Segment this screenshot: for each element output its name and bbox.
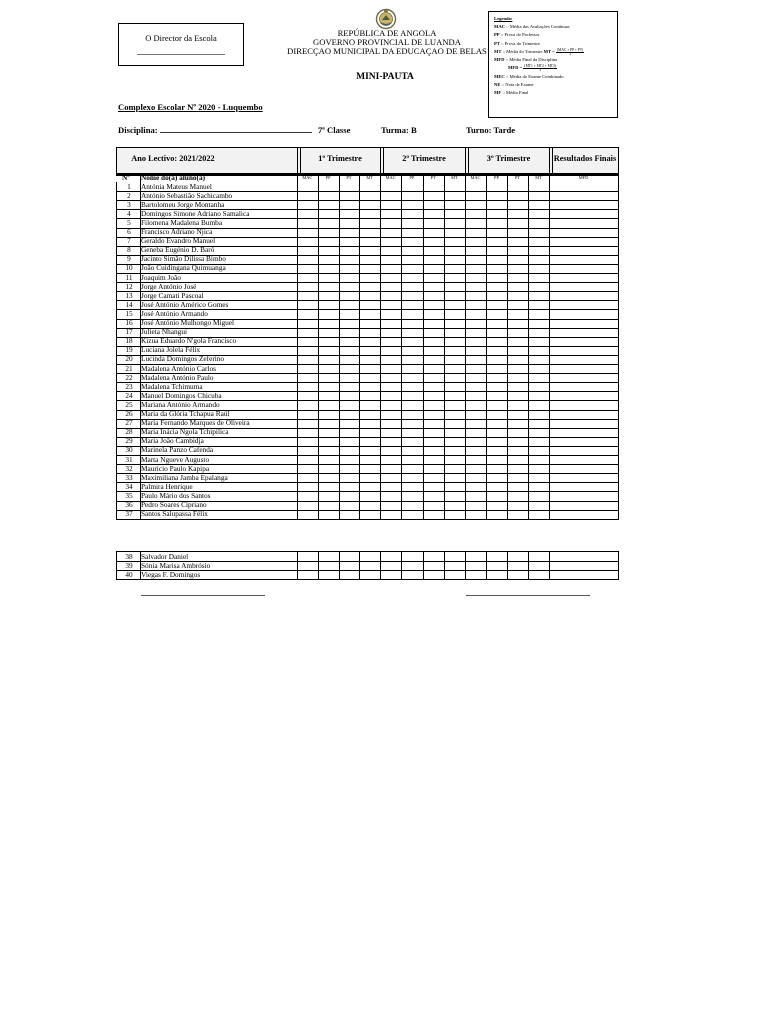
cell-divider (444, 173, 445, 519)
extra-row-num: 38 (125, 551, 133, 561)
student-row-name: Mauricio Paulo Kapipa (141, 463, 210, 473)
results-left-border (549, 147, 550, 519)
extra-row-num: 40 (125, 569, 133, 579)
student-row-name: Manuel Domingos Chicuba (141, 390, 222, 400)
student-row-num: 36 (125, 500, 133, 509)
extra-cell-divider (423, 551, 424, 579)
student-row-name: Julieta Nhangui (141, 327, 188, 337)
student-row-num: 32 (125, 463, 133, 473)
extra-row-num: 39 (125, 560, 133, 570)
list-bottom-border (116, 519, 619, 520)
extra-row-name: Salvador Daniel (141, 551, 189, 561)
trimester-left-border (380, 147, 381, 519)
legend-pp: PP :: Prova do Professor (494, 32, 540, 38)
header-line-1: REPÚBLICA DE ANGOLA (337, 28, 437, 38)
student-row-name: José António Armando (141, 308, 208, 318)
cell-divider (528, 173, 529, 519)
student-row-num: 21 (125, 363, 133, 373)
sub-col-mt-1: MT (366, 175, 373, 180)
student-row-name: João Cuidingana Quimuanga (141, 263, 226, 273)
extra-trimester-border (297, 551, 298, 579)
student-row-name: Antónia Mateus Manuel (141, 181, 212, 191)
extra-row-name: Viegas F. Domingos (141, 569, 201, 579)
sub-col-mac-3: MAC (470, 175, 481, 180)
extra-results-border (549, 551, 550, 579)
extra-cell-divider (507, 551, 508, 579)
student-row-num: 26 (125, 409, 133, 418)
student-row-name: Pedro Soares Cipriano (141, 500, 207, 509)
cell-divider (486, 173, 487, 519)
student-row-num: 17 (125, 327, 133, 337)
student-row-num: 8 (127, 245, 131, 255)
page-title: MINI-PAUTA (356, 72, 414, 82)
class-label: 7ª Classe (318, 125, 351, 135)
extra-trimester-border (465, 551, 466, 579)
sub-col-pp-1: PP (325, 175, 331, 180)
student-row-num: 9 (127, 254, 131, 264)
legend-ne: NE :: Nota de Exame (494, 81, 534, 87)
student-row-name: Jorge Camati Pascoal (141, 290, 204, 300)
student-row-num: 37 (125, 509, 133, 519)
legend-title: Legenda: (494, 16, 513, 21)
mt-formula: $\frac{\text{(MAC + PP + PT)}}{3}$ (556, 47, 584, 56)
student-row-num: 20 (125, 354, 133, 364)
extra-trimester-border (380, 551, 381, 579)
student-row-name: Palmira Henrique (141, 481, 193, 491)
student-row-name: Luciana Jolela Félix (141, 345, 201, 355)
student-row-num: 31 (125, 454, 133, 464)
extra-row-name: Sónia Marisa Ambrósio (141, 560, 211, 570)
student-row-num: 11 (125, 272, 133, 282)
cell-divider (359, 173, 360, 519)
trimester-3-title: 3º Trimestre (486, 154, 531, 163)
student-row-name: Geraldo Evandro Manuel (141, 236, 216, 246)
student-row-name: Jacinto Simão Dilissa Bimbo (141, 254, 226, 264)
sub-col-mt-3: MT (535, 175, 542, 180)
sub-col-mac-1: MAC (302, 175, 313, 180)
student-row-name: Mariana António Armando (141, 399, 220, 409)
student-row-num: 25 (125, 399, 133, 409)
student-row-num: 7 (127, 236, 131, 246)
turno-label: Turno: Tarde (466, 125, 516, 135)
list-left-border (116, 182, 117, 519)
sub-col-mt-2: MT (451, 175, 458, 180)
student-row-num: 14 (125, 299, 133, 309)
student-row-num: 19 (125, 345, 133, 355)
table-top-border (116, 147, 618, 148)
student-row-name: José António Américo Gomes (141, 299, 229, 309)
legend-mf: MF :: Média Final (494, 89, 529, 95)
student-row-num: 24 (125, 390, 133, 400)
final-col-mfd: MFD (578, 175, 589, 180)
student-row-name: Jorge António José (141, 281, 197, 291)
student-row-name: António Sebastião Sachicambo (141, 190, 233, 200)
student-row-name: Marta Ngueve Augusto (141, 454, 210, 464)
student-row-num: 15 (125, 308, 133, 318)
discipline-label: Disciplina: (118, 125, 158, 135)
student-row-num: 10 (125, 263, 133, 273)
student-row-name: Maria João Cambidja (141, 436, 204, 446)
sub-col-pp-3: PP (494, 175, 499, 180)
student-row-name: Maria Inácia Ngola Tchipilica (141, 427, 229, 437)
col-num-header: Nº (122, 173, 130, 182)
student-row-name: Lucinda Domingos Zeferino (141, 354, 225, 364)
trimester-2-title: 2º Trimestre (402, 154, 446, 163)
student-row-num: 1 (127, 181, 131, 191)
extra-left-border (116, 551, 117, 579)
trimester-1-title: 1º Trimestre (318, 154, 362, 163)
header-line-2: GOVERNO PROVINCIAL DE LUANDA (313, 37, 461, 47)
extra-row-rule (116, 579, 619, 580)
cell-divider (318, 173, 319, 519)
col-name-header: Nome do(a) aluno(a) (141, 173, 206, 182)
table-left-border (116, 147, 117, 173)
student-row-num: 6 (127, 227, 131, 236)
student-row-rule (116, 273, 619, 274)
sub-col-pt-2: PT (430, 175, 436, 180)
sub-col-pt-3: PT (514, 175, 521, 180)
cell-divider (507, 173, 508, 519)
student-row-name: Maria da Glória Tchapua Raúl (141, 409, 230, 418)
legend-mt: MT :: Média do Trimestre MT = $\frac{\text{(MAC + PP + PT)}}{3}$ (494, 47, 584, 56)
legend-mec: MEC :: Média do Exame Combinado (494, 73, 564, 79)
extra-cell-divider (528, 551, 529, 579)
results-title: Resultados Finais (553, 154, 617, 163)
student-row-name: Maria Fernando Marques de Oliveira (141, 418, 250, 428)
extra-cell-divider (401, 551, 402, 579)
sub-col-pt-1: PT (346, 175, 352, 180)
extra-cell-divider (359, 551, 360, 579)
student-row-name: Marinela Panzo Cafenda (141, 445, 214, 455)
student-row-num: 2 (127, 190, 131, 200)
student-row-num: 18 (125, 336, 133, 346)
extra-cell-divider (444, 551, 445, 579)
student-row-num: 30 (125, 445, 133, 455)
extra-cell-divider (339, 551, 340, 579)
school-name: Complexo Escolar Nº 2020 - Luquembo (118, 102, 263, 112)
student-row-num: 5 (127, 217, 131, 227)
student-row-num: 3 (127, 199, 131, 209)
cell-divider (339, 173, 340, 519)
extra-num-divider (140, 551, 141, 579)
student-row-name: Filomena Madalena Bumba (141, 217, 223, 227)
student-row-name: Geneba Eugénio D. Baró (141, 245, 215, 255)
academic-year-label: Ano Lectivo: 2021/2022 (131, 154, 215, 163)
trimester-left-border (465, 147, 466, 519)
student-row-rule (116, 328, 619, 329)
student-row-num: 16 (125, 318, 133, 327)
sub-col-pp-2: PP (409, 175, 415, 180)
legend-pt: PT :: Prova do Trimestre (494, 40, 540, 46)
sub-col-mac-2: MAC (385, 175, 396, 180)
table-right-border (618, 147, 619, 173)
legend-mfd-formula: MFD = $\frac{(MT1 + MT2 + MT3)}{3}$ (508, 64, 556, 73)
extra-top-border (116, 551, 619, 552)
header-line-3: DIRECÇAO MUNICIPAL DA EDUCAÇAO DE BELAS (287, 46, 487, 56)
student-row-num: 27 (125, 418, 133, 428)
student-row-num: 28 (125, 427, 133, 437)
cell-divider (423, 173, 424, 519)
student-row-name: Joaquim João (141, 272, 181, 282)
student-row-name: José António Mulhongo Miguel (141, 318, 235, 327)
turma-label: Turma: B (381, 125, 417, 135)
student-row-name: Santos Salupassa Félix (141, 509, 208, 519)
legend-mac: MAC :: Média das Avaliações Contínuas (494, 24, 570, 30)
student-row-name: Bartolomeu Jorge Montanha (141, 199, 225, 209)
student-row-num: 13 (125, 290, 133, 300)
signature-line-left (141, 595, 265, 596)
student-row-num: 33 (125, 472, 133, 482)
student-row-name: Maximiliana Jamba Epalanga (141, 472, 228, 482)
cell-divider (401, 173, 402, 519)
student-row-name: Madalena Tchimuma (141, 381, 203, 391)
extra-right-border (618, 551, 619, 579)
student-row-name: Paulo Mário dos Santos (141, 490, 211, 500)
signature-line-right (466, 595, 590, 596)
student-row-name: Kizua Eduardo N'gola Francisco (141, 336, 237, 346)
director-label: O Director da Escola (145, 33, 217, 43)
legend-mfd: MFD :: Média Final da Disciplina (494, 57, 558, 63)
student-row-num: 23 (125, 381, 133, 391)
student-row-num: 4 (127, 208, 131, 218)
student-row-num: 35 (125, 490, 133, 500)
extra-cell-divider (486, 551, 487, 579)
student-row-num: 34 (125, 481, 133, 491)
trimester-left-border (297, 147, 298, 519)
student-row-num: 22 (125, 372, 133, 382)
list-right-border (618, 173, 619, 519)
student-row-name: Madalena António Carlos (141, 363, 216, 373)
extra-cell-divider (318, 551, 319, 579)
col-num-divider (140, 173, 141, 519)
student-row-num: 12 (125, 281, 133, 291)
student-row-name: Madalena António Paulo (141, 372, 214, 382)
student-row-name: Domingos Simone Adriano Samalica (141, 208, 250, 218)
student-row-name: Francisco Adriano Njica (141, 227, 213, 236)
student-row-num: 29 (125, 436, 133, 446)
